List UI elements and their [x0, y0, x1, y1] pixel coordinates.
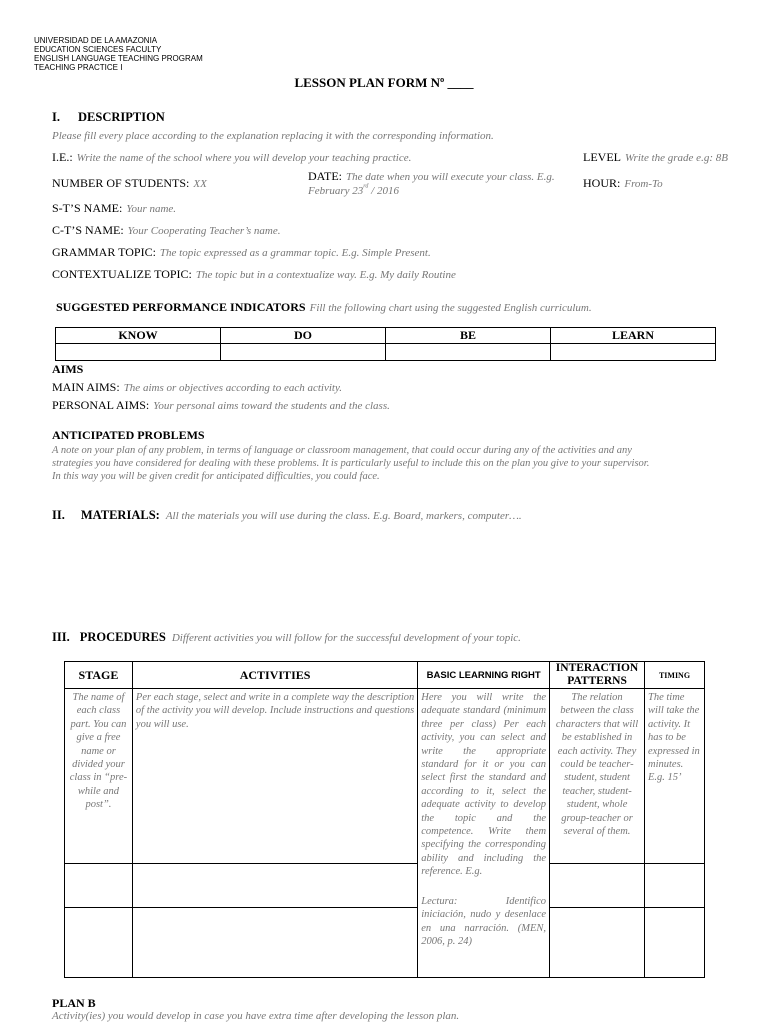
personal-aims-row	[52, 396, 390, 414]
context-text: The topic but in a contextualize way. E.g. My daily Routine	[195, 269, 456, 281]
procedures-row	[52, 628, 521, 646]
page-title: LESSON PLAN FORM Nº ____	[294, 75, 474, 90]
col-activities: ACTIVITIES	[132, 662, 417, 689]
grammar-label: GRAMMAR TOPIC:	[52, 245, 156, 259]
stage-description: The name of each class part. You can give a free name or divided your class in “pre-while and post”.	[69, 692, 128, 811]
timing-cell[interactable]	[645, 908, 705, 978]
interaction-cell[interactable]	[550, 864, 645, 908]
main-aims-label: MAIN AIMS:	[52, 380, 120, 394]
date-superscript: rd	[363, 183, 369, 190]
planb-text: Activity(ies) you would develop in case you have extra time after developing the lesson plan.	[52, 1010, 460, 1022]
procedures-table	[64, 661, 705, 978]
materials-heading: MATERIALS:	[80, 508, 160, 522]
stage-cell[interactable]	[65, 908, 133, 978]
col-learn: LEARN	[551, 328, 716, 344]
date-year: / 2016	[368, 185, 399, 197]
activities-cell[interactable]	[132, 908, 417, 978]
problems-line-1: A note on your plan of any problem, in terms of language or classroom management, that could occur during any of the activities and any	[52, 445, 632, 456]
grammar-row	[52, 243, 431, 261]
problems-heading: ANTICIPATED PROBLEMS	[52, 428, 205, 442]
table-row	[65, 864, 705, 908]
learn-cell[interactable]	[551, 344, 716, 361]
students-text: XX	[193, 178, 207, 190]
personal-aims-text: Your personal aims toward the students and the class.	[153, 400, 390, 412]
program-name: ENGLISH LANGUAGE TEACHING PROGRAM	[34, 54, 203, 63]
performance-empty-row	[56, 344, 716, 361]
hour-row	[583, 174, 663, 192]
grammar-text: The topic expressed as a grammar topic. E.g. Simple Present.	[159, 247, 431, 259]
problems-line-3: In this way you will be given credit for anticipated difficulties, you could face.	[52, 471, 380, 482]
university-name: UNIVERSIDAD DE LA AMAZONIA	[34, 36, 158, 45]
table-row	[65, 908, 705, 978]
do-cell[interactable]	[221, 344, 386, 361]
be-cell[interactable]	[386, 344, 551, 361]
procedures-text: Different activities you will follow for the successful development of your topic.	[171, 632, 521, 644]
date-text-line1: The date when you will execute your class. E.g.	[346, 171, 555, 183]
section-iii-number: III.	[52, 630, 70, 644]
problems-line-2: strategies you have considered for dealing with these problems. It is particularly useful to include this on the plan you give to your supervisor.	[52, 458, 650, 469]
timing-description: The time will take the activity. It has to be expressed in minutes. E.g. 15’	[648, 692, 700, 784]
section-i-number: I.	[52, 110, 60, 124]
performance-table	[55, 327, 716, 361]
students-label: NUMBER OF STUDENTS:	[52, 176, 190, 190]
context-row	[52, 265, 456, 283]
level-row	[583, 148, 728, 166]
planb-heading: PLAN B	[52, 996, 96, 1010]
course-name: TEACHING PRACTICE I	[34, 63, 123, 72]
students-row	[52, 174, 207, 192]
section-i-heading: DESCRIPTION	[78, 110, 165, 124]
interaction-description: The relation between the class characters that will be established in each activity. They could be teacher- student, student teacher, student-student, whole group-teacher or several of them.	[555, 692, 639, 838]
section-ii-number: II.	[52, 508, 65, 522]
activities-cell[interactable]	[132, 864, 417, 908]
description-instruction: Please fill every place according to the explanation replacing it with the corresponding information.	[52, 130, 494, 142]
main-aims-text: The aims or objectives according to each activity.	[123, 382, 343, 394]
date-label: DATE:	[308, 169, 342, 183]
col-do: DO	[221, 328, 386, 344]
materials-row	[52, 506, 522, 524]
materials-text: All the materials you will use during the class. E.g. Board, markers, computer….	[165, 510, 522, 522]
ct-name-label: C-T’S NAME:	[52, 223, 124, 237]
performance-row	[56, 298, 592, 316]
basic-learning-description: Here you will write the adequate standard (minimum three per class) Per each activity, you can select and write the appropriate standard for it or you can select first the standard and according to it, select the adequate activity to develop the topic and the competence. Write them specifying the corresponding ability and including the reference. E.g.	[421, 692, 547, 878]
st-name-text: Your name.	[126, 203, 177, 215]
ie-text: Write the name of the school where you will develop your teaching practice.	[76, 152, 412, 164]
performance-heading: SUGGESTED PERFORMANCE INDICATORS	[56, 300, 306, 314]
activities-description: Per each stage, select and write in a complete way the description of the activity you will develop. Include instructions and questions you will use.	[135, 692, 415, 730]
level-text: Write the grade e.g: 8B	[625, 152, 728, 164]
know-cell[interactable]	[56, 344, 221, 361]
table-row	[65, 689, 705, 864]
date-text-line2: February 23	[308, 185, 364, 197]
col-be: BE	[386, 328, 551, 344]
col-interaction-patterns: INTERACTION PATTERNS	[550, 662, 645, 689]
context-label: CONTEXTUALIZE TOPIC:	[52, 267, 192, 281]
stage-cell[interactable]	[65, 864, 133, 908]
ie-row	[52, 148, 411, 166]
aims-heading: AIMS	[52, 362, 84, 376]
performance-instruction: Fill the following chart using the suggested English curriculum.	[309, 302, 592, 314]
col-know: KNOW	[56, 328, 221, 344]
st-name-row	[52, 199, 176, 217]
ct-name-row	[52, 221, 280, 239]
ie-label: I.E.:	[52, 150, 73, 164]
col-stage: STAGE	[65, 662, 133, 689]
col-timing: TIMING	[645, 662, 705, 689]
interaction-cell[interactable]	[550, 908, 645, 978]
level-label: LEVEL	[583, 150, 621, 164]
hour-label: HOUR:	[583, 176, 621, 190]
faculty-name: EDUCATION SCIENCES FACULTY	[34, 45, 162, 54]
basic-learning-example: Lectura: Identifico iniciación, nudo y desenlace en una narración. (MEN, 2006, p. 24)	[421, 895, 547, 947]
col-basic-learning-right: BASIC LEARNING RIGHT	[418, 662, 550, 689]
performance-header-row	[56, 328, 716, 344]
st-name-label: S-T’S NAME:	[52, 201, 123, 215]
procedures-heading: PROCEDURES	[79, 630, 166, 644]
procedures-header-row	[65, 662, 705, 689]
personal-aims-label: PERSONAL AIMS:	[52, 398, 150, 412]
ct-name-text: Your Cooperating Teacher’s name.	[127, 225, 281, 237]
hour-text: From-To	[624, 178, 663, 190]
date-row-2	[308, 181, 399, 199]
main-aims-row	[52, 378, 342, 396]
timing-cell[interactable]	[645, 864, 705, 908]
